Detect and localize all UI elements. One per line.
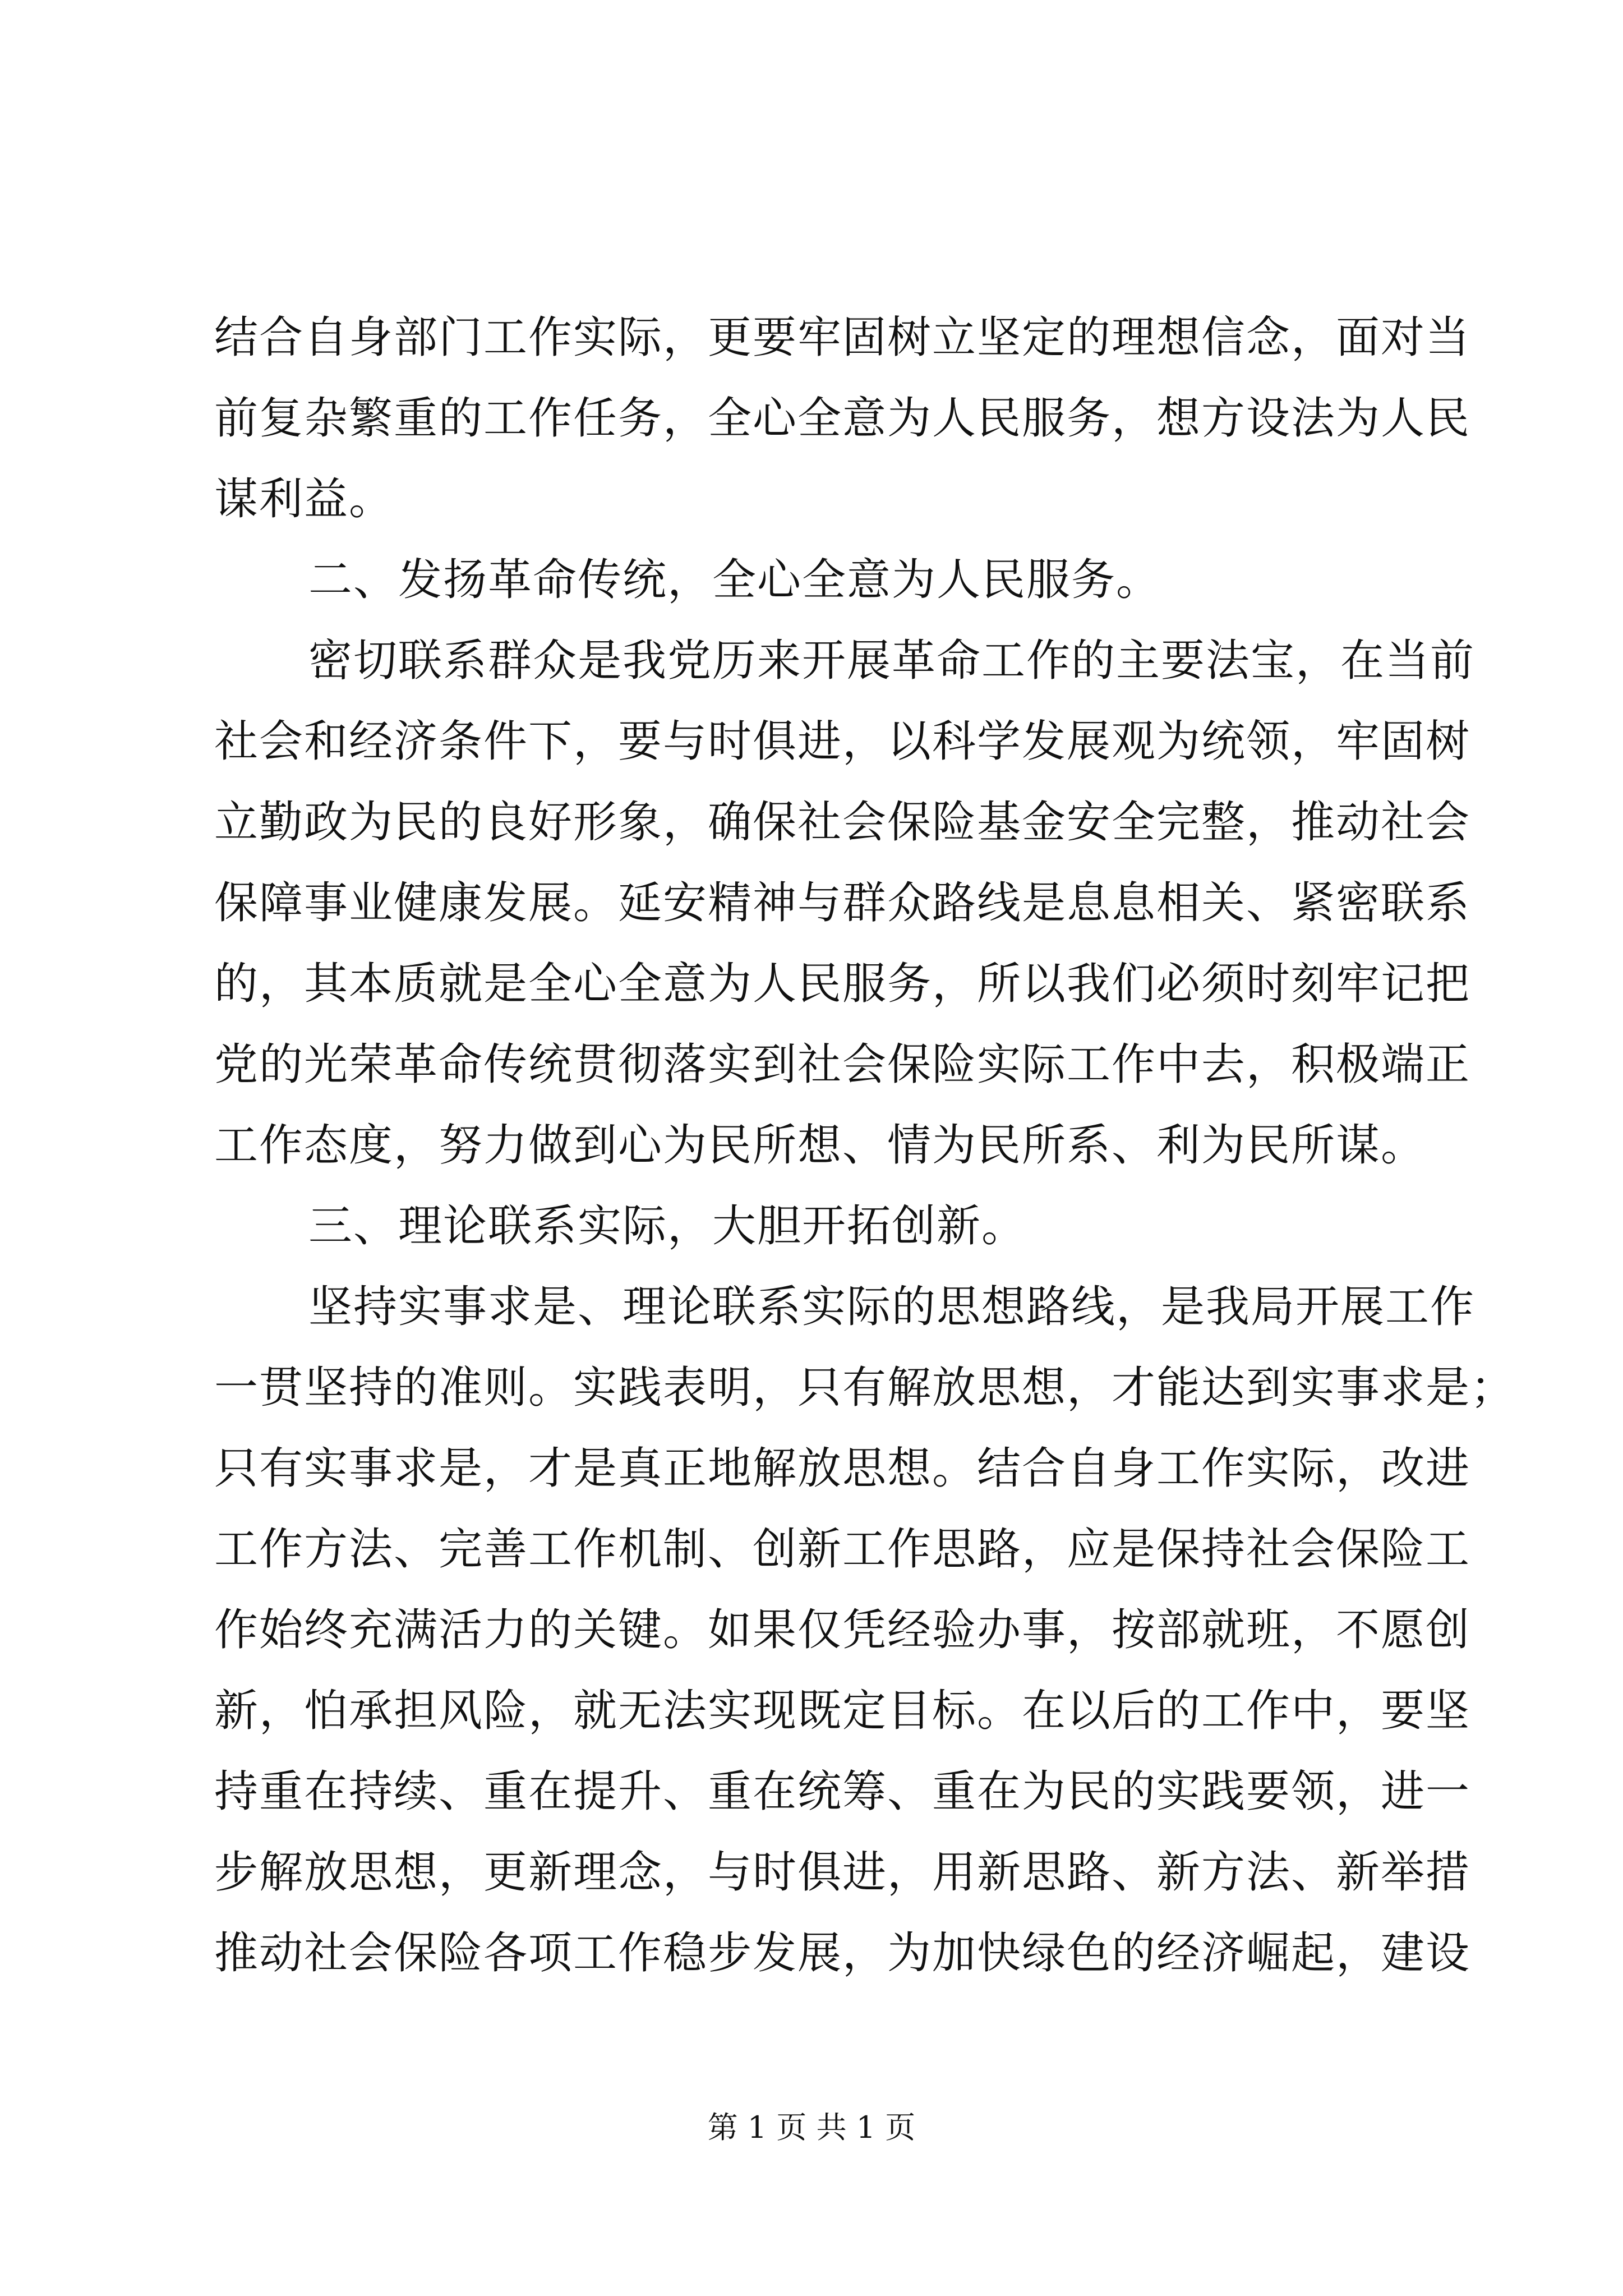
paragraph-5-line-7: 持重在持续、重在提升、重在统筹、重在为民的实践要领，进一: [214, 1766, 1471, 1817]
paragraph-3-line-5: 的，其本质就是全心全意为人民服务，所以我们必须时刻牢记把: [214, 959, 1471, 1009]
paragraph-5-line-5: 作始终充满活力的关键。如果仅凭经验办事，按部就班，不愿创: [214, 1605, 1471, 1655]
paragraph-1-line-1: 结合自身部门工作实际，更要牢固树立坚定的理想信念，面对当: [214, 312, 1471, 363]
paragraph-3-line-7: 工作态度，努力做到心为民所想、情为民所系、利为民所谋。: [214, 1120, 1426, 1171]
paragraph-5-line-2: 一贯坚持的准则。实践表明，只有解放思想，才能达到实事求是；: [214, 1363, 1516, 1413]
paragraph-1-line-3: 谋利益。: [214, 474, 394, 524]
paragraph-3-line-6: 党的光荣革命传统贯彻落实到社会保险实际工作中去，积极端正: [214, 1039, 1471, 1090]
paragraph-3-line-1: 密切联系群众是我党历来开展革命工作的主要法宝，在当前: [308, 636, 1476, 686]
document-body: [214, 297, 1516, 1994]
paragraph-5-line-3: 只有实事求是，才是真正地解放思想。结合自身工作实际，改进: [214, 1443, 1471, 1494]
paragraph-3-line-4: 保障事业健康发展。延安精神与群众路线是息息相关、紧密联系: [214, 878, 1471, 928]
paragraph-1-line-2: 前复杂繁重的工作任务，全心全意为人民服务，想方设法为人民: [214, 393, 1471, 444]
paragraph-3-line-3: 立勤政为民的良好形象，确保社会保险基金安全完整，推动社会: [214, 797, 1471, 848]
page-footer: 第 1 页 共 1 页: [707, 2110, 916, 2145]
paragraph-5-line-8: 步解放思想，更新理念，与时俱进，用新思路、新方法、新举措: [214, 1847, 1471, 1898]
paragraph-5-line-4: 工作方法、完善工作机制、创新工作思路，应是保持社会保险工: [214, 1524, 1471, 1575]
paragraph-5-line-9: 推动社会保险各项工作稳步发展，为加快绿色的经济崛起，建设: [214, 1928, 1471, 1978]
paragraph-3-line-2: 社会和经济条件下，要与时俱进，以科学发展观为统领，牢固树: [214, 716, 1471, 767]
paragraph-5-line-6: 新，怕承担风险，就无法实现既定目标。在以后的工作中，要坚: [214, 1686, 1471, 1736]
paragraph-4-line-1: 三、理论联系实际，大胆开拓创新。: [308, 1201, 1027, 1251]
paragraph-2-line-1: 二、发扬革命传统，全心全意为人民服务。: [308, 555, 1161, 605]
paragraph-5-line-1: 坚持实事求是、理论联系实际的思想路线，是我局开展工作: [308, 1282, 1476, 1332]
